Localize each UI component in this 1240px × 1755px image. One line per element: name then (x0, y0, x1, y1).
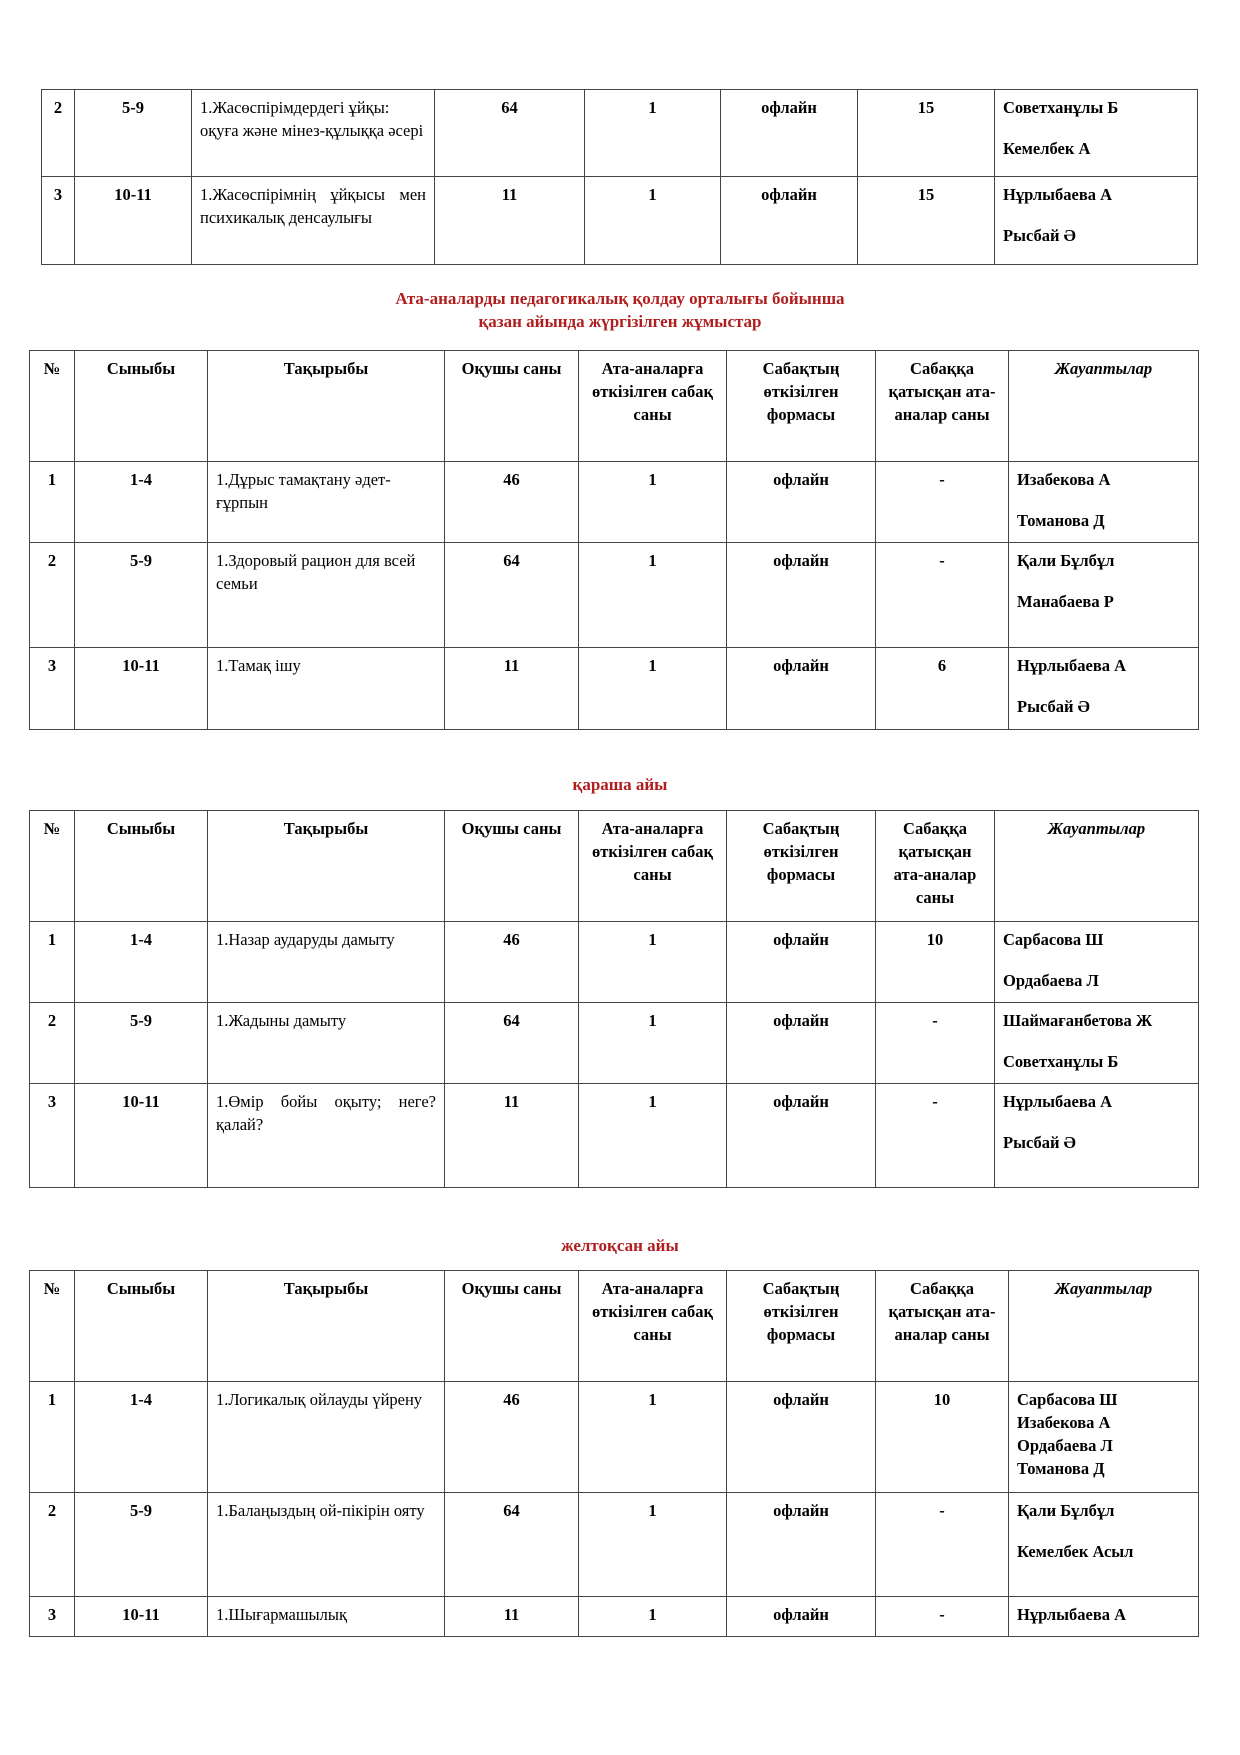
row-lessons: 1 (579, 1382, 727, 1493)
row-students: 11 (445, 1084, 579, 1188)
row-grade: 5-9 (75, 543, 208, 648)
table-row (30, 1493, 1199, 1597)
table-row (30, 1382, 1199, 1493)
row-grade: 5-9 (75, 1003, 208, 1084)
row-form: офлайн (727, 922, 876, 1003)
row-grade: 5-9 (75, 1493, 208, 1597)
row-topic: 1.Шығармашылық (208, 1597, 445, 1637)
header-students: Оқушы саны (445, 1271, 579, 1382)
header-form: Сабақтың өткізілген формасы (727, 351, 876, 462)
heading-line: қазан айында жүргізілген жұмыстар (478, 311, 762, 331)
section-heading-december (0, 1235, 1240, 1258)
row-responsible (995, 922, 1199, 1003)
header-form: Сабақтың өткізілген формасы (727, 811, 876, 922)
row-form: офлайн (727, 1382, 876, 1493)
row-number: 3 (30, 1597, 75, 1637)
row-form: офлайн (727, 543, 876, 648)
row-parents: - (876, 1493, 1009, 1597)
header-parents: Сабаққа қатысқан ата-аналар саны (876, 351, 1009, 462)
row-responsible (995, 177, 1198, 265)
row-grade: 10-11 (75, 648, 208, 730)
row-form: офлайн (721, 177, 858, 265)
header-responsible: Жауаптылар (995, 811, 1199, 922)
row-parents: - (876, 1084, 995, 1188)
row-form: офлайн (727, 1084, 876, 1188)
responsible-name: Советханұлы Б (1003, 1052, 1119, 1072)
heading-line: қараша айы (572, 775, 668, 794)
row-students: 46 (445, 922, 579, 1003)
header-topic: Тақырыбы (208, 1271, 445, 1382)
table-row (30, 648, 1199, 730)
row-lessons: 1 (579, 1493, 727, 1597)
responsible-name: Изабекова А (1017, 1413, 1111, 1433)
table-row (30, 543, 1199, 648)
row-responsible (995, 1084, 1199, 1188)
header-topic: Тақырыбы (208, 811, 445, 922)
row-responsible (1009, 543, 1199, 648)
table-october (29, 350, 1199, 730)
row-number: 3 (30, 1084, 75, 1188)
row-lessons: 1 (579, 1597, 727, 1637)
row-topic: 1.Дұрыс тамақтану әдет-ғұрпын (208, 462, 445, 543)
row-responsible (1009, 648, 1199, 730)
row-lessons: 1 (585, 177, 721, 265)
row-topic: 1.Назар аударуды дамыту (208, 922, 445, 1003)
responsible-name: Манабаева Р (1017, 592, 1114, 612)
row-students: 64 (445, 1493, 579, 1597)
responsible-name: Шаймағанбетова Ж (1003, 1011, 1153, 1030)
row-topic: 1.Жасөспірімдердегі ұйқы: оқуға және мінез-құлыққа әсері (192, 90, 435, 177)
row-parents: 10 (876, 1382, 1009, 1493)
row-lessons: 1 (579, 648, 727, 730)
row-parents: - (876, 1003, 995, 1084)
responsible-name: Нұрлыбаева А (1003, 1092, 1113, 1111)
header-students: Оқушы саны (445, 351, 579, 462)
header-lessons: Ата-аналарға өткізілген сабақ саны (579, 351, 727, 462)
row-students: 11 (435, 177, 585, 265)
header-parents: Сабаққа қатысқан ата-аналар саны (876, 1271, 1009, 1382)
row-form: офлайн (727, 1003, 876, 1084)
row-number: 3 (42, 177, 75, 265)
row-students: 64 (445, 543, 579, 648)
responsible-name: Нұрлыбаева А (1003, 185, 1113, 204)
row-responsible (1009, 462, 1199, 543)
row-parents: 15 (858, 90, 995, 177)
table-row (42, 177, 1198, 265)
row-form: офлайн (727, 1493, 876, 1597)
row-students: 64 (435, 90, 585, 177)
row-lessons: 1 (579, 1003, 727, 1084)
row-number: 3 (30, 648, 75, 730)
row-form: офлайн (727, 1597, 876, 1637)
row-topic: 1.Өмір бойы оқыту; неге?қалай? (208, 1084, 445, 1188)
row-students: 46 (445, 1382, 579, 1493)
row-form: офлайн (721, 90, 858, 177)
row-grade: 10-11 (75, 1084, 208, 1188)
row-students: 46 (445, 462, 579, 543)
header-number: № (30, 1271, 75, 1382)
row-topic: 1.Тамақ ішу (208, 648, 445, 730)
responsible-name: Қали Бұлбұл (1017, 551, 1115, 570)
header-number: № (30, 811, 75, 922)
row-number: 2 (30, 1493, 75, 1597)
row-topic: 1.Балаңыздың ой-пікірін ояту (208, 1493, 445, 1597)
responsible-name: Рысбай Ә (1017, 697, 1090, 717)
table-row (42, 90, 1198, 177)
row-form: офлайн (727, 648, 876, 730)
responsible-name: Сарбасова Ш (1003, 930, 1104, 949)
responsible-name: Ордабаева Л (1003, 971, 1099, 991)
table-row (30, 1084, 1199, 1188)
responsible-name: Рысбай Ә (1003, 226, 1076, 246)
row-topic: 1.Логикалық ойлауды үйрену (208, 1382, 445, 1493)
row-grade: 10-11 (75, 177, 192, 265)
row-grade: 1-4 (75, 462, 208, 543)
header-lessons: Ата-аналарға өткізілген сабақ саны (579, 811, 727, 922)
responsible-name: Изабекова А (1017, 470, 1111, 489)
table-november (29, 810, 1199, 1188)
row-lessons: 1 (579, 1084, 727, 1188)
table-continuation (41, 89, 1198, 265)
row-parents: - (876, 543, 1009, 648)
row-parents: 6 (876, 648, 1009, 730)
row-grade: 1-4 (75, 922, 208, 1003)
header-grade: Сыныбы (75, 351, 208, 462)
header-topic: Тақырыбы (208, 351, 445, 462)
row-parents: - (876, 462, 1009, 543)
row-grade: 5-9 (75, 90, 192, 177)
row-students: 11 (445, 1597, 579, 1637)
responsible-name: Рысбай Ә (1003, 1133, 1076, 1153)
responsible-name: Томанова Д (1017, 511, 1105, 531)
responsible-name: Нұрлыбаева А (1017, 1605, 1127, 1624)
row-number: 2 (30, 1003, 75, 1084)
header-lessons: Ата-аналарға өткізілген сабақ саны (579, 1271, 727, 1382)
row-number: 1 (30, 462, 75, 543)
header-students: Оқушы саны (445, 811, 579, 922)
row-form: офлайн (727, 462, 876, 543)
header-number: № (30, 351, 75, 462)
row-lessons: 1 (579, 462, 727, 543)
row-students: 64 (445, 1003, 579, 1084)
row-topic: 1.Здоровый рацион для всей семьи (208, 543, 445, 648)
table-december (29, 1270, 1199, 1637)
heading-line: желтоқсан айы (561, 1236, 679, 1255)
responsible-name: Нұрлыбаева А (1017, 656, 1127, 675)
row-parents: 15 (858, 177, 995, 265)
responsible-name: Томанова Д (1017, 1459, 1105, 1479)
header-form: Сабақтың өткізілген формасы (727, 1271, 876, 1382)
responsible-name: Кемелбек А (1003, 139, 1091, 159)
table-header-row (30, 811, 1199, 922)
row-topic: 1.Жадыны дамыту (208, 1003, 445, 1084)
row-number: 1 (30, 922, 75, 1003)
header-grade: Сыныбы (75, 1271, 208, 1382)
table-row (30, 922, 1199, 1003)
row-topic: 1.Жасөспірімнің ұйқысы мен психикалық денсаулығы (192, 177, 435, 265)
header-parents: Сабаққа қатысқан ата-аналар саны (876, 811, 995, 922)
row-number: 2 (42, 90, 75, 177)
row-parents: - (876, 1597, 1009, 1637)
responsible-name: Қали Бұлбұл (1017, 1501, 1115, 1520)
table-row (30, 1003, 1199, 1084)
row-lessons: 1 (579, 922, 727, 1003)
row-students: 11 (445, 648, 579, 730)
row-lessons: 1 (579, 543, 727, 648)
row-parents: 10 (876, 922, 995, 1003)
row-number: 1 (30, 1382, 75, 1493)
responsible-name: Кемелбек Асыл (1017, 1542, 1134, 1562)
table-row (30, 1597, 1199, 1637)
responsible-name: Ордабаева Л (1017, 1436, 1113, 1456)
header-grade: Сыныбы (75, 811, 208, 922)
row-grade: 1-4 (75, 1382, 208, 1493)
table-row (30, 462, 1199, 543)
row-responsible (995, 90, 1198, 177)
row-responsible (1009, 1597, 1199, 1637)
header-responsible: Жауаптылар (1009, 1271, 1199, 1382)
row-number: 2 (30, 543, 75, 648)
responsible-name: Советханұлы Б (1003, 98, 1119, 117)
header-responsible: Жауаптылар (1009, 351, 1199, 462)
row-grade: 10-11 (75, 1597, 208, 1637)
section-heading-november (0, 774, 1240, 797)
row-responsible (995, 1003, 1199, 1084)
table-header-row (30, 351, 1199, 462)
section-heading-october (0, 288, 1240, 334)
row-responsible (1009, 1493, 1199, 1597)
row-responsible (1009, 1382, 1199, 1493)
responsible-name: Сарбасова Ш (1017, 1390, 1118, 1409)
table-header-row (30, 1271, 1199, 1382)
row-lessons: 1 (585, 90, 721, 177)
heading-line: Ата-аналарды педагогикалық қолдау орталығы бойынша (395, 289, 845, 308)
